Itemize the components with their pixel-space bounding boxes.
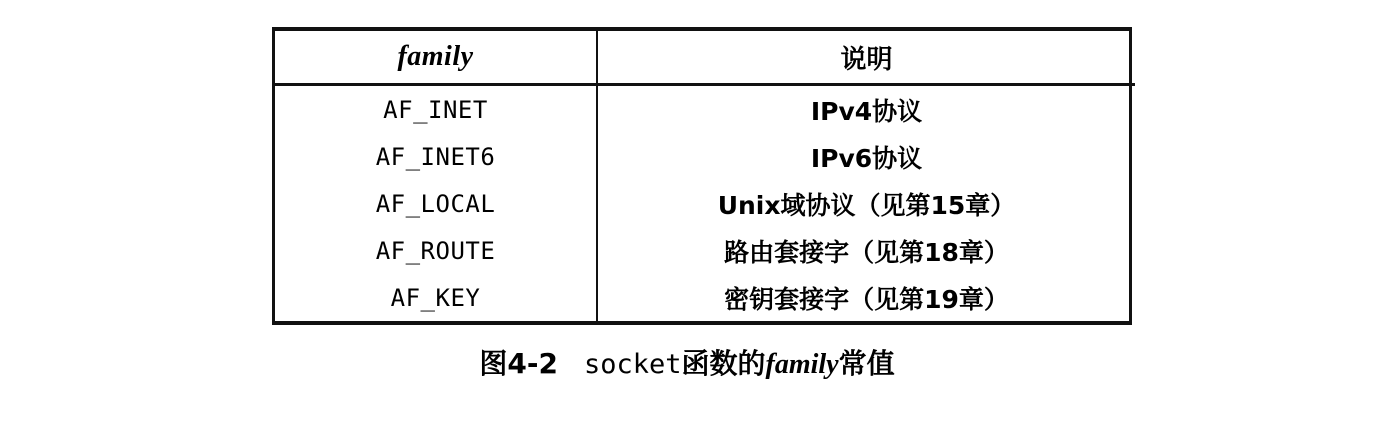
cell-description: 密钥套接字（见第19章） [597,274,1135,321]
cell-family: AF_INET6 [375,142,496,171]
caption-family: family [765,349,839,380]
figure-caption [0,342,1374,382]
cell-description: IPv6协议 [597,133,1135,180]
table-row [275,180,1135,227]
cell-family: AF_LOCAL [375,189,496,218]
cell-description: 路由套接字（见第18章） [597,227,1135,274]
cell-family: AF_KEY [390,283,481,312]
header-row [275,31,1135,83]
table-body-frame [272,31,1132,321]
family-constants-table [272,27,1132,325]
cell-description: Unix域协议（见第15章） [597,180,1135,227]
caption-text-a: 函数的 [681,347,766,380]
table-row [275,274,1135,321]
caption-text-b: 常值 [838,347,895,380]
table-body [275,83,1135,321]
header-cell-family [275,31,597,83]
table-row [275,133,1135,180]
figure-number: 图4-2 [479,347,558,380]
header-cell-description [597,31,1135,83]
table-bottom-border [272,321,1132,325]
header-label-description-a: 说 [840,44,867,75]
header-label-description-b: 明 [866,44,893,75]
caption-socket: socket [583,349,682,380]
table-head [275,31,1135,83]
cell-family: AF_INET [383,95,488,124]
cell-family: AF_ROUTE [375,236,496,265]
cell-description: IPv4协议 [597,86,1135,133]
table-row [275,227,1135,274]
header-label-family: family [397,41,474,72]
table-row [275,86,1135,133]
table [275,31,1135,321]
